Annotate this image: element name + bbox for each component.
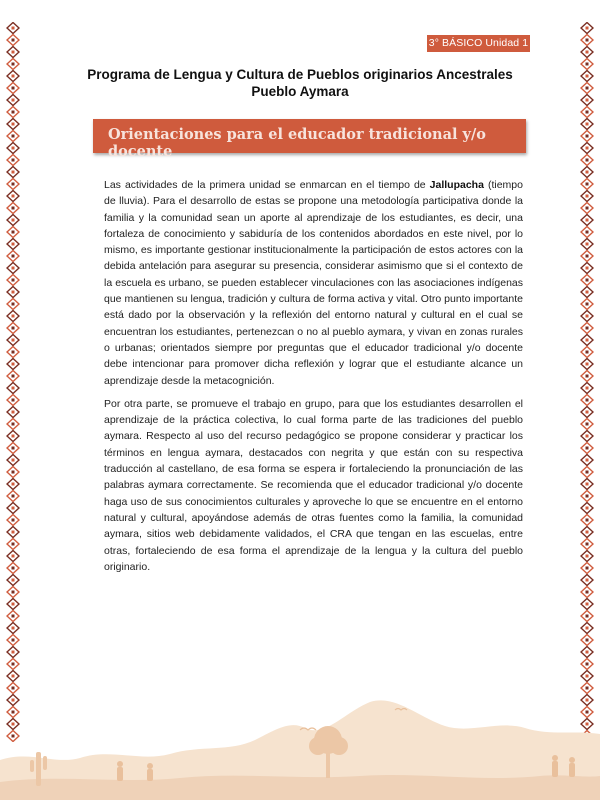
- border-diamond-icon: [6, 538, 20, 550]
- border-diamond-icon: [580, 70, 594, 82]
- border-diamond-icon: [580, 658, 594, 670]
- border-diamond-icon: [580, 454, 594, 466]
- border-diamond-icon: [6, 670, 20, 682]
- border-diamond-icon: [6, 226, 20, 238]
- border-diamond-icon: [580, 538, 594, 550]
- border-diamond-icon: [580, 670, 594, 682]
- border-diamond-icon: [580, 286, 594, 298]
- border-diamond-icon: [580, 298, 594, 310]
- border-diamond-icon: [580, 490, 594, 502]
- paragraph-1: [104, 177, 523, 389]
- border-diamond-icon: [580, 154, 594, 166]
- border-diamond-icon: [580, 310, 594, 322]
- border-diamond-icon: [580, 382, 594, 394]
- paragraph-1-rest: (tiempo de lluvia). Para el desarrollo de estas se propone una metodología participativa donde la familia y la comunidad sean un aporte al aprendizaje de los estudiantes, es decir, una fortaleza de conocimiento y sabiduría de los contenidos abordados en este nivel, por lo mismo, es importante gestionar institucionalmente la participación de estos actores con la debida antelación para asegurar su presencia, considerar asimismo que si el contexto de la escuela es urbano, se pueden establecer vinculaciones con las asociaciones indígenas que mantienen su lengua, tradición y cultura de forma activa y vital. Otro punto importante está dado por la observación y la reflexión del entorno natural y cultural en el cual se encuentran los estudiantes, pertenezcan o no al pueblo aymara, y vivan en zonas rurales o urbanas; orientados siempre por preguntas que el educador tradicional y/o docente debe intencionar para promover dicha reflexión y lograr que el estudiante alcance un aprendizaje desde la metacognición.: [104, 179, 523, 387]
- border-diamond-icon: [6, 286, 20, 298]
- andean-landscape-illustration: [0, 690, 600, 800]
- border-diamond-icon: [6, 190, 20, 202]
- border-diamond-icon: [6, 646, 20, 658]
- border-diamond-icon: [6, 142, 20, 154]
- border-diamond-icon: [580, 646, 594, 658]
- border-diamond-icon: [6, 478, 20, 490]
- border-diamond-icon: [580, 178, 594, 190]
- border-diamond-icon: [6, 490, 20, 502]
- border-diamond-icon: [580, 394, 594, 406]
- left-decorative-border: [6, 22, 20, 742]
- border-diamond-icon: [6, 178, 20, 190]
- border-diamond-icon: [6, 334, 20, 346]
- border-diamond-icon: [580, 226, 594, 238]
- border-diamond-icon: [6, 658, 20, 670]
- border-diamond-icon: [6, 574, 20, 586]
- border-diamond-icon: [580, 238, 594, 250]
- border-diamond-icon: [580, 322, 594, 334]
- border-diamond-icon: [6, 22, 20, 34]
- border-diamond-icon: [580, 622, 594, 634]
- border-diamond-icon: [6, 562, 20, 574]
- border-diamond-icon: [6, 58, 20, 70]
- border-diamond-icon: [580, 478, 594, 490]
- border-diamond-icon: [6, 586, 20, 598]
- border-diamond-icon: [6, 358, 20, 370]
- border-diamond-icon: [580, 94, 594, 106]
- border-diamond-icon: [6, 346, 20, 358]
- section-header-bar: [93, 119, 526, 160]
- border-diamond-icon: [6, 370, 20, 382]
- section-title: Orientaciones para el educador tradicional y/o docente: [108, 126, 486, 160]
- border-diamond-icon: [580, 418, 594, 430]
- border-diamond-icon: [6, 526, 20, 538]
- border-diamond-icon: [580, 550, 594, 562]
- border-diamond-icon: [580, 130, 594, 142]
- border-diamond-icon: [580, 634, 594, 646]
- border-diamond-icon: [6, 34, 20, 46]
- border-diamond-icon: [6, 94, 20, 106]
- border-diamond-icon: [6, 214, 20, 226]
- border-diamond-icon: [580, 514, 594, 526]
- border-diamond-icon: [6, 274, 20, 286]
- border-diamond-icon: [6, 514, 20, 526]
- border-diamond-icon: [6, 598, 20, 610]
- border-diamond-icon: [6, 46, 20, 58]
- border-diamond-icon: [580, 406, 594, 418]
- border-diamond-icon: [6, 550, 20, 562]
- border-diamond-icon: [6, 430, 20, 442]
- border-diamond-icon: [6, 406, 20, 418]
- border-diamond-icon: [6, 262, 20, 274]
- border-diamond-icon: [580, 262, 594, 274]
- border-diamond-icon: [580, 22, 594, 34]
- border-diamond-icon: [580, 430, 594, 442]
- border-diamond-icon: [580, 106, 594, 118]
- grade-unit-badge: 3° BÁSICO Unidad 1: [427, 35, 530, 52]
- border-diamond-icon: [6, 166, 20, 178]
- border-diamond-icon: [6, 70, 20, 82]
- border-diamond-icon: [580, 598, 594, 610]
- border-diamond-icon: [580, 250, 594, 262]
- body-text: [104, 177, 523, 582]
- people-title: Pueblo Aymara: [251, 84, 349, 99]
- border-diamond-icon: [6, 322, 20, 334]
- border-diamond-icon: [580, 118, 594, 130]
- border-diamond-icon: [580, 346, 594, 358]
- border-diamond-icon: [580, 562, 594, 574]
- border-diamond-icon: [6, 154, 20, 166]
- border-diamond-icon: [6, 202, 20, 214]
- aymara-term: Jallupacha: [429, 179, 484, 191]
- border-diamond-icon: [580, 58, 594, 70]
- border-diamond-icon: [580, 442, 594, 454]
- border-diamond-icon: [580, 466, 594, 478]
- border-diamond-icon: [6, 298, 20, 310]
- border-diamond-icon: [580, 574, 594, 586]
- border-diamond-icon: [580, 34, 594, 46]
- border-diamond-icon: [580, 586, 594, 598]
- border-diamond-icon: [6, 130, 20, 142]
- border-diamond-icon: [580, 502, 594, 514]
- border-diamond-icon: [6, 466, 20, 478]
- border-diamond-icon: [580, 370, 594, 382]
- paragraph-2: Por otra parte, se promueve el trabajo en grupo, para que los estudiantes desarrollen el aprendizaje de la práctica colectiva, lo cual forma parte de las tradiciones del pueblo aymara. Respecto al uso del recurso pedagógico se propone considerar y practicar los términos en lengua aymara, destacados con negrita y que están con su respectiva traducción al castellano, de esa forma se espera ir fortaleciendo la pronunciación de las palabras aymara correctamente. Se recomienda que el educador tradicional y/o docente haga uso de sus conocimientos culturales y aproveche lo que se encuentre en el entorno natural y cultural, apoyándose además de otras fuentes como la familia, la comunidad aymara, sitios web debidamente validados, el CRA que tengan en las escuelas, entre otras, fortaleciendo de esa forma el aprendizaje de la lengua y la cultura del pueblo originario.: [104, 397, 523, 573]
- program-title: Programa de Lengua y Cultura de Pueblos originarios Ancestrales: [87, 67, 513, 82]
- border-diamond-icon: [6, 394, 20, 406]
- border-diamond-icon: [6, 442, 20, 454]
- border-diamond-icon: [580, 358, 594, 370]
- border-diamond-icon: [6, 310, 20, 322]
- border-diamond-icon: [580, 142, 594, 154]
- border-diamond-icon: [580, 190, 594, 202]
- border-diamond-icon: [6, 610, 20, 622]
- border-diamond-icon: [580, 334, 594, 346]
- paragraph-1-start: Las actividades de la primera unidad se enmarcan en el tiempo de: [104, 179, 430, 191]
- border-diamond-icon: [6, 382, 20, 394]
- border-diamond-icon: [6, 118, 20, 130]
- border-diamond-icon: [580, 166, 594, 178]
- border-diamond-icon: [580, 214, 594, 226]
- border-diamond-icon: [580, 274, 594, 286]
- border-diamond-icon: [580, 526, 594, 538]
- border-diamond-icon: [6, 238, 20, 250]
- border-diamond-icon: [6, 502, 20, 514]
- border-diamond-icon: [6, 250, 20, 262]
- border-diamond-icon: [580, 82, 594, 94]
- border-diamond-icon: [6, 454, 20, 466]
- border-diamond-icon: [580, 46, 594, 58]
- border-diamond-icon: [580, 610, 594, 622]
- border-diamond-icon: [6, 106, 20, 118]
- border-diamond-icon: [6, 634, 20, 646]
- border-diamond-icon: [6, 82, 20, 94]
- right-decorative-border: [580, 22, 594, 742]
- border-diamond-icon: [6, 622, 20, 634]
- border-diamond-icon: [580, 202, 594, 214]
- border-diamond-icon: [6, 418, 20, 430]
